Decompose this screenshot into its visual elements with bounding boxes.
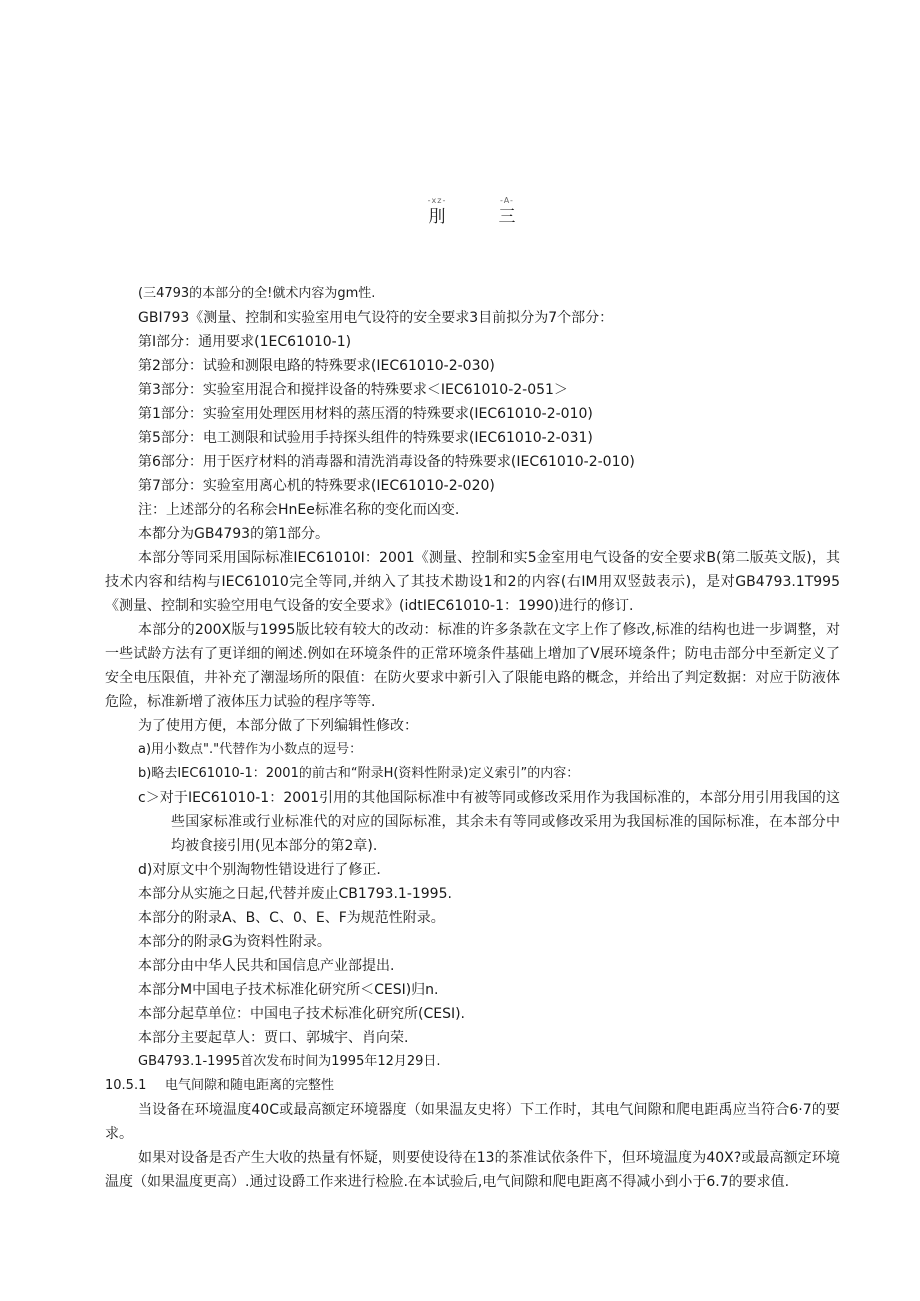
part-list-item: 第7部分：实验室用离心机的特殊要求(IEC61010-2-020): [138, 478, 495, 494]
part-list-item: 第I部分：通用要求(1EC61010-1): [138, 334, 352, 350]
list-item: a)用小数点"."代替作为小数点的逗号：: [138, 742, 363, 757]
text-line: 本部分主要起草人：贾口、郭城宇、肖向荣.: [138, 1030, 409, 1046]
text-line: GB4793.1-1995首次发布时间为1995年12月29日.: [138, 1054, 441, 1069]
text-line: (三4793的本部分的全!僦术内容为gm性.: [138, 286, 376, 301]
list-item-wrapped: c＞对于IEC61010-1：2001引用的其他国际标准中有被等同或修改采用作为我国标准的，本部分用引用我国的这些国家标准或行业标准代的对应的国际标准，其余未有等同或修改采用为我国标准的国际标准，在本部分中均被食接引用(见本部分的第2章).: [138, 790, 840, 854]
paragraph: 当设备在环境温度40C或最高额定环境器度（如果温友史将）下工作时，其电气间隙和爬电距禹应当符合6·7的要求。: [105, 1102, 840, 1142]
heading-left: [407, 196, 467, 228]
section-title: 电气间隙和随电距离的完整性: [165, 1078, 335, 1093]
text-line: 本部分由中华人民共和国信息产业部提出.: [138, 958, 395, 974]
heading-right: [477, 196, 537, 228]
document-body: [105, 282, 840, 1194]
list-item: b)略去IEC61010-1：2001的前古和“附录H(资料性附录)定义索引”的内容：: [138, 766, 580, 781]
text-line: 本部分M中国电子技术标准化研究所＜CESI)归n.: [138, 982, 439, 998]
list-item: d)对原文中个别淘物性错设进行了修正.: [138, 862, 381, 878]
heading-small-right: -A-: [500, 196, 514, 205]
heading-char-left: 刖: [428, 207, 446, 227]
note-line: 注：上述部分的名称会HnEe标准名称的变化而凶变.: [138, 502, 460, 518]
text-line: 本都分为GB4793的第1部分。: [138, 526, 329, 542]
heading-char-right: 三: [498, 207, 516, 227]
text-line: 为了使用方便，本部分做了下列编辑性修改：: [138, 718, 418, 734]
text-line: 本部分的附录G为资料性附录。: [138, 934, 331, 950]
text-line: GBI793《测量、控制和实验室用电气设符的安全要求3目前拟分为7个部分：: [138, 310, 614, 326]
paragraph: 本部分的200X版与1995版比较有较大的改动：标准的许多条款在文字上作了修改,标准的结构也进一步调整，对一些试龄方法有了更详细的阐述.例如在环境条件的正常环境条件基础上增加了V展环境条件；防电击部分中至新定义了安全电压限值，井补充了潮湿场所的限值：在防火要求中新引入了限能电路的概念，并给出了判定数据：对应于防液体危险，标准新增了液体压力试验的程序等等.: [105, 622, 840, 710]
part-list-item: 第3部分：实验室用混合和搅拌设备的特殊要求＜IEC61010-2-051＞: [138, 382, 568, 398]
paragraph: 如果对设备是否产生大收的热量有怀疑，则要使设待在13的茶准试依条件下，但环境温度为40X?或最高额定环境温度（如果温度更高）.通过设爵工作来进行检脸.在本试验后,电气间隙和爬电距离不得减小到小于6.7的要求值.: [105, 1150, 840, 1190]
heading-small-left: -xz-: [427, 196, 447, 205]
section-heading: [105, 1074, 840, 1098]
paragraph: 本部分等同采用国际标准IEC61010I：2001《测量、控制和实5金室用电气设备的安全要求B(第二版英文版)，其技术内容和结构与IEC61010完全等同,并纳入了其技术勘设1和2的内容(右IM用双竖鼓表示)，是对GB4793.1T995《测量、控制和实验空用电气设备的安全要求》(idtIEC61010-1：1990)进行的修订.: [105, 550, 840, 614]
part-list-item: 第6部分：用于医疗材料的消毒器和清洗消毒设备的特殊要求(IEC61010-2-010): [138, 454, 635, 470]
part-list-item: 第2部分：试验和测限电路的特殊要求(IEC61010-2-030): [138, 358, 495, 374]
text-line: 本部分起草单位：中国电子技术标准化研究所(CESI).: [138, 1006, 466, 1022]
section-number: 10.5.1: [105, 1078, 147, 1093]
part-list-item: 第5部分：电工测限和试验用手持探头组件的特殊要求(IEC61010-2-031): [138, 430, 593, 446]
text-line: 本部分的附录A、B、C、0、E、F为规范性附录。: [138, 910, 445, 926]
part-list-item: 第1部分：实验室用处理医用材料的蒸压湑的特殊要求(IEC61010-2-010): [138, 406, 593, 422]
text-line: 本部分从实施之日起,代替并废止CB1793.1-1995.: [138, 886, 452, 902]
